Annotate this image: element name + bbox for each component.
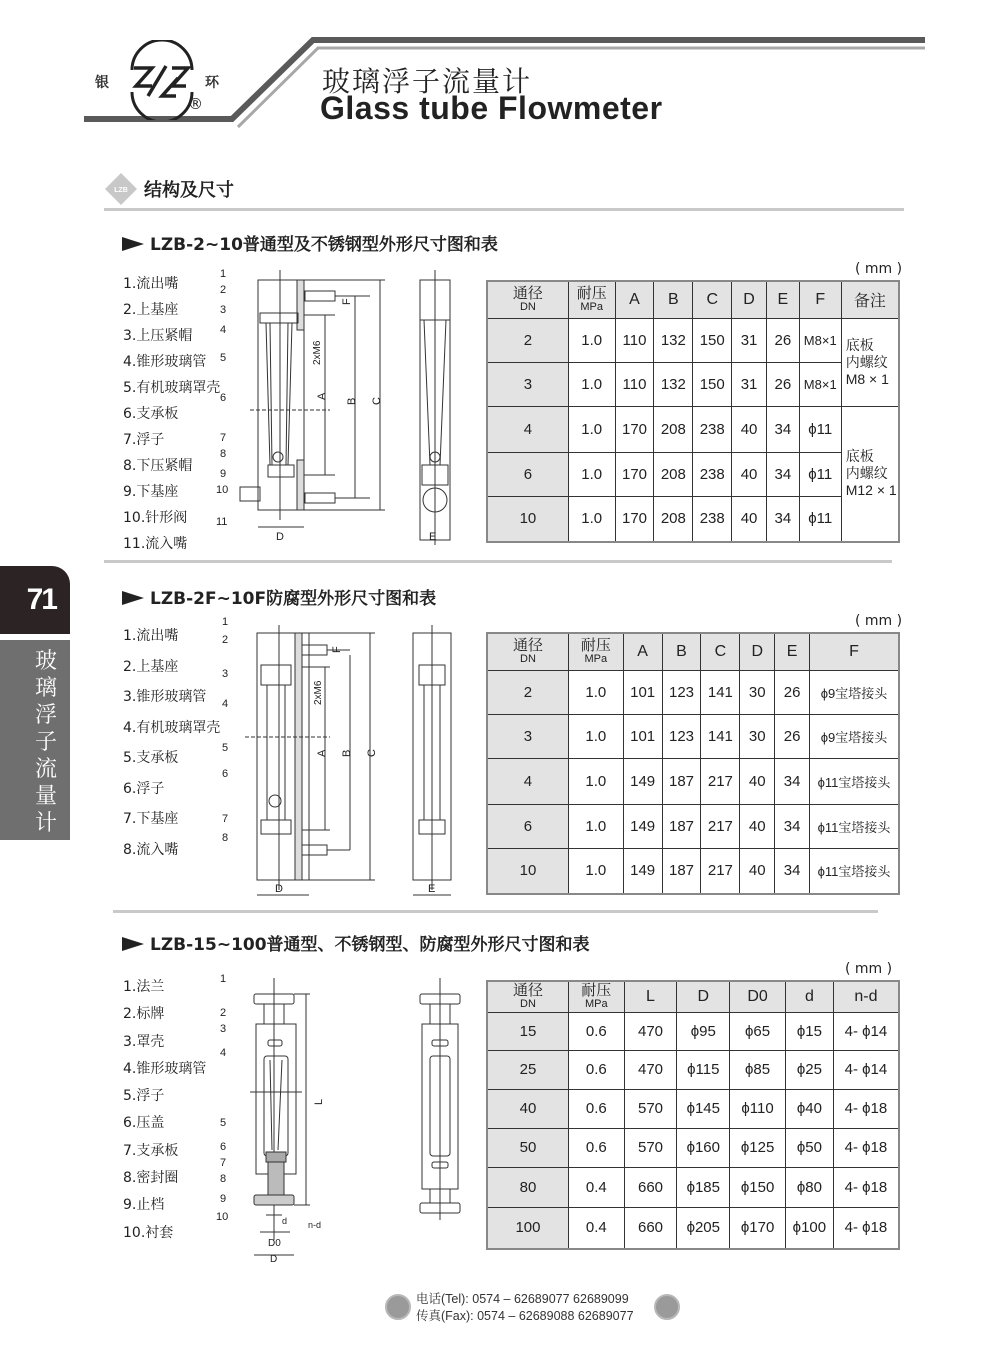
page-number-tab: 71 — [0, 566, 70, 634]
svg-text:1: 1 — [222, 616, 229, 628]
cell-e: 34 — [766, 452, 799, 496]
cell-n-d: 4- ϕ18 — [833, 1128, 899, 1167]
table-row — [487, 804, 899, 848]
svg-text:n-d: n-d — [308, 1220, 322, 1230]
svg-text:10: 10 — [216, 484, 229, 496]
cell-f: ϕ11宝塔接头 — [810, 804, 900, 848]
col-header: D — [740, 633, 775, 670]
footer-circle-left-icon — [385, 1294, 411, 1320]
cell-b: 123 — [662, 714, 701, 758]
cell-a: 170 — [615, 496, 654, 542]
cell-d: 30 — [740, 670, 775, 714]
cell-d: 40 — [732, 496, 767, 542]
cell-mpa: 1.0 — [568, 318, 615, 362]
table-row — [487, 318, 899, 362]
cell-e: 26 — [775, 670, 810, 714]
cell-dn: 6 — [487, 452, 568, 496]
legend-item: 5.浮子 — [123, 1088, 165, 1105]
svg-text:4: 4 — [220, 324, 227, 336]
cell-small-d: ϕ15 — [785, 1012, 833, 1050]
legend-item: 8.流入嘴 — [123, 841, 179, 858]
cell-mpa: 1.0 — [568, 406, 615, 452]
cell-c: 141 — [701, 714, 740, 758]
side-label-char: 浮 — [34, 703, 57, 728]
svg-text:5: 5 — [220, 1117, 227, 1129]
cell-mpa: 1.0 — [568, 758, 623, 804]
cell-small-d: ϕ80 — [785, 1167, 833, 1207]
cell-note: 底板 内螺纹 M12 × 1 — [841, 406, 899, 542]
legend-item: 4.锥形玻璃管 — [123, 1060, 207, 1077]
block1-spec-table — [486, 280, 900, 543]
table-header-row — [487, 981, 899, 1012]
table-row — [487, 848, 899, 894]
cell-f: ϕ11 — [799, 496, 841, 542]
legend-item: 1.法兰 — [123, 979, 165, 995]
cell-dn: 6 — [487, 804, 568, 848]
svg-text:F: F — [341, 298, 353, 305]
legend-item: 8.下压紧帽 — [123, 458, 193, 474]
col-header: F — [799, 281, 841, 318]
cell-dn: 40 — [487, 1089, 568, 1128]
cell-d0: ϕ125 — [730, 1128, 786, 1167]
side-category-label — [0, 640, 70, 840]
cell-mpa: 0.4 — [568, 1207, 624, 1249]
legend-item: 1.流出嘴 — [123, 276, 179, 292]
table-row — [487, 1128, 899, 1167]
svg-text:1: 1 — [220, 973, 227, 985]
cell-a: 149 — [623, 848, 662, 894]
table-row — [487, 758, 899, 804]
col-header: C — [693, 281, 732, 318]
block3-title-text: LZB-15~100普通型、不锈钢型、防腐型外形尺寸图和表 — [150, 935, 590, 955]
cell-mpa: 1.0 — [568, 804, 623, 848]
cell-small-d: ϕ25 — [785, 1050, 833, 1089]
col-header: B — [662, 633, 701, 670]
legend-item: 2.上基座 — [123, 658, 179, 675]
col-header: 通径 DN — [487, 281, 568, 318]
svg-text:3: 3 — [220, 1023, 227, 1035]
svg-text:2: 2 — [220, 1007, 227, 1019]
block3-diagram — [210, 970, 480, 1270]
col-header: E — [775, 633, 810, 670]
legend-item: 5.有机玻璃罩壳 — [123, 380, 221, 396]
cell-mpa: 1.0 — [568, 362, 615, 406]
col-header: D0 — [730, 981, 786, 1012]
cell-f: ϕ9宝塔接头 — [810, 670, 900, 714]
svg-text:F: F — [331, 646, 343, 653]
cell-dn: 3 — [487, 362, 568, 406]
section-title: 结构及尺寸 — [144, 180, 234, 201]
side-label-char: 子 — [34, 730, 57, 755]
cell-c: 238 — [693, 452, 732, 496]
cell-n-d: 4- ϕ18 — [833, 1207, 899, 1249]
cell-a: 149 — [623, 804, 662, 848]
svg-text:LZB: LZB — [114, 187, 128, 194]
page-title-cn: 玻璃浮子流量计 — [322, 65, 533, 98]
table-row — [487, 496, 899, 542]
col-header: E — [766, 281, 799, 318]
svg-text:9: 9 — [220, 1193, 227, 1205]
cell-f: ϕ11宝塔接头 — [810, 758, 900, 804]
cell-b: 187 — [662, 848, 701, 894]
cell-d: 31 — [732, 362, 767, 406]
cell-n-d: 4- ϕ18 — [833, 1167, 899, 1207]
registered-mark: ® — [188, 95, 203, 113]
col-header: 耐压 MPa — [568, 281, 615, 318]
cell-e: 34 — [775, 758, 810, 804]
cell-f: ϕ11 — [799, 452, 841, 496]
cell-n-d: 4- ϕ14 — [833, 1012, 899, 1050]
block3-legend — [123, 974, 206, 1247]
svg-text:10: 10 — [216, 1211, 229, 1223]
cell-d: 40 — [732, 406, 767, 452]
side-label-char: 玻 — [34, 649, 57, 674]
table-row — [487, 1207, 899, 1249]
legend-item: 11.流入嘴 — [123, 536, 188, 552]
side-label-char: 璃 — [34, 676, 57, 701]
legend-item: 10.衬套 — [123, 1224, 174, 1241]
cell-d: ϕ185 — [677, 1167, 730, 1207]
brand-char-left: 银 — [95, 75, 109, 91]
col-header: C — [701, 633, 740, 670]
cell-mpa: 0.6 — [568, 1012, 624, 1050]
svg-text:3: 3 — [220, 304, 227, 316]
col-header: d — [785, 981, 833, 1012]
cell-e: 34 — [775, 848, 810, 894]
cell-b: 132 — [654, 318, 693, 362]
cell-c: 141 — [701, 670, 740, 714]
cell-note: 底板 内螺纹 M8 × 1 — [841, 318, 899, 406]
cell-e: 34 — [766, 496, 799, 542]
cell-mpa: 1.0 — [568, 848, 623, 894]
legend-item: 6.压盖 — [123, 1115, 165, 1132]
block2-title-text: LZB-2F~10F防腐型外形尺寸图和表 — [150, 589, 437, 609]
svg-text:2xM6: 2xM6 — [313, 680, 324, 705]
legend-item: 3.上压紧帽 — [123, 328, 193, 344]
legend-item: 2.标牌 — [123, 1006, 165, 1023]
block3-title — [122, 930, 590, 955]
legend-item: 4.锥形玻璃管 — [123, 354, 207, 370]
table-row — [487, 714, 899, 758]
cell-d0: ϕ65 — [730, 1012, 786, 1050]
svg-text:4: 4 — [220, 1047, 227, 1059]
svg-text:4: 4 — [222, 698, 229, 710]
cell-dn: 2 — [487, 318, 568, 362]
table-row — [487, 406, 899, 452]
cell-d: 30 — [740, 714, 775, 758]
legend-item: 2.上基座 — [123, 302, 179, 318]
cell-d: ϕ95 — [677, 1012, 730, 1050]
block-divider — [104, 560, 892, 563]
cell-d0: ϕ150 — [730, 1167, 786, 1207]
block1-unit: ( mm ) — [855, 261, 903, 277]
col-header: 耐压 MPa — [568, 981, 624, 1012]
svg-text:8: 8 — [222, 832, 229, 844]
svg-text:9: 9 — [220, 468, 227, 480]
cell-mpa: 1.0 — [568, 496, 615, 542]
col-header: D — [732, 281, 767, 318]
svg-text:7: 7 — [220, 432, 227, 444]
cell-l: 660 — [624, 1167, 677, 1207]
page-title-en: Glass tube Flowmeter — [320, 90, 663, 126]
cell-d: 31 — [732, 318, 767, 362]
legend-item: 3.锥形玻璃管 — [123, 689, 207, 705]
footer-tel: 电话(Tel): 0574 – 62689077 62689099 — [416, 1292, 629, 1306]
col-header: n-d — [833, 981, 899, 1012]
cell-dn: 10 — [487, 496, 568, 542]
svg-text:5: 5 — [222, 742, 229, 754]
cell-d0: ϕ170 — [730, 1207, 786, 1249]
cell-dn: 2 — [487, 670, 568, 714]
table-row — [487, 1050, 899, 1089]
legend-item: 1.流出嘴 — [123, 628, 179, 644]
cell-f: ϕ9宝塔接头 — [810, 714, 900, 758]
cell-a: 170 — [615, 406, 654, 452]
cell-b: 187 — [662, 804, 701, 848]
block2-diagram — [215, 615, 480, 900]
cell-mpa: 0.6 — [568, 1050, 624, 1089]
cell-d: 40 — [740, 758, 775, 804]
table-row — [487, 1167, 899, 1207]
legend-item: 6.支承板 — [123, 406, 179, 422]
table-header-row — [487, 633, 899, 670]
svg-text:5: 5 — [220, 352, 227, 364]
cell-e: 26 — [775, 714, 810, 758]
svg-text:6: 6 — [220, 392, 227, 404]
cell-f: M8×1 — [799, 318, 841, 362]
cell-f: ϕ11宝塔接头 — [810, 848, 900, 894]
cell-c: 217 — [701, 848, 740, 894]
svg-text:1: 1 — [220, 268, 227, 280]
legend-item: 7.支承板 — [123, 1142, 179, 1159]
col-header: 耐压 MPa — [568, 633, 623, 670]
svg-text:7: 7 — [222, 813, 229, 825]
cell-d: 40 — [740, 848, 775, 894]
cell-dn: 25 — [487, 1050, 568, 1089]
cell-small-d: ϕ100 — [785, 1207, 833, 1249]
cell-mpa: 0.6 — [568, 1128, 624, 1167]
svg-text:C: C — [366, 749, 378, 757]
svg-text:D: D — [276, 531, 284, 543]
cell-a: 101 — [623, 714, 662, 758]
svg-text:A: A — [316, 749, 328, 757]
cell-dn: 4 — [487, 406, 568, 452]
col-header: 备注 — [841, 281, 899, 318]
cell-d: ϕ115 — [677, 1050, 730, 1089]
svg-text:2xM6: 2xM6 — [312, 340, 323, 365]
cell-a: 101 — [623, 670, 662, 714]
block2-spec-table — [486, 632, 900, 895]
svg-text:d: d — [282, 1216, 288, 1226]
cell-f: ϕ11 — [799, 406, 841, 452]
block2-unit: ( mm ) — [855, 613, 903, 629]
svg-text:6: 6 — [222, 768, 229, 780]
cell-dn: 4 — [487, 758, 568, 804]
cell-mpa: 0.4 — [568, 1167, 624, 1207]
table-row — [487, 452, 899, 496]
cell-d: 40 — [732, 452, 767, 496]
svg-text:A: A — [316, 392, 328, 400]
cell-d0: ϕ85 — [730, 1050, 786, 1089]
cell-mpa: 1.0 — [568, 714, 623, 758]
legend-item: 8.密封圈 — [123, 1170, 179, 1187]
triangle-arrow-icon — [122, 237, 144, 251]
triangle-arrow-icon — [122, 937, 144, 951]
legend-item: 3.罩壳 — [123, 1033, 165, 1050]
legend-item: 10.针形阀 — [123, 510, 188, 526]
block1-diagram — [210, 265, 480, 550]
block2-title — [122, 584, 436, 609]
col-header: D — [677, 981, 730, 1012]
cell-e: 34 — [766, 406, 799, 452]
cell-l: 470 — [624, 1050, 677, 1089]
svg-text:6: 6 — [220, 1141, 227, 1153]
cell-b: 208 — [654, 452, 693, 496]
cell-a: 110 — [615, 362, 654, 406]
footer-fax: 传真(Fax): 0574 – 62689088 62689077 — [416, 1309, 634, 1323]
legend-item: 7.浮子 — [123, 432, 165, 448]
cell-c: 150 — [693, 362, 732, 406]
side-label-char: 量 — [34, 784, 57, 809]
cell-a: 149 — [623, 758, 662, 804]
svg-text:D: D — [275, 883, 283, 895]
block1-title-text: LZB-2~10普通型及不锈钢型外形尺寸图和表 — [150, 235, 498, 255]
col-header: 通径 DN — [487, 633, 568, 670]
cell-e: 34 — [775, 804, 810, 848]
cell-f: M8×1 — [799, 362, 841, 406]
cell-l: 470 — [624, 1012, 677, 1050]
section-badge-icon — [104, 172, 138, 206]
block3-unit: ( mm ) — [845, 961, 893, 977]
svg-text:8: 8 — [220, 1173, 227, 1185]
brand-char-right: 环 — [205, 75, 219, 91]
svg-text:E: E — [429, 531, 437, 543]
table-row — [487, 1089, 899, 1128]
cell-n-d: 4- ϕ18 — [833, 1089, 899, 1128]
svg-text:B: B — [346, 397, 358, 405]
cell-a: 170 — [615, 452, 654, 496]
cell-dn: 100 — [487, 1207, 568, 1249]
table-header-row — [487, 281, 899, 318]
svg-text:L: L — [313, 1098, 325, 1105]
svg-text:11: 11 — [216, 516, 228, 528]
cell-d: ϕ160 — [677, 1128, 730, 1167]
cell-mpa: 1.0 — [568, 670, 623, 714]
cell-b: 208 — [654, 406, 693, 452]
cell-n-d: 4- ϕ14 — [833, 1050, 899, 1089]
cell-c: 150 — [693, 318, 732, 362]
cell-dn: 50 — [487, 1128, 568, 1167]
svg-text:2: 2 — [222, 634, 229, 646]
block2-legend — [123, 621, 220, 865]
legend-item: 6.浮子 — [123, 780, 165, 797]
col-header: A — [623, 633, 662, 670]
section-divider — [104, 208, 904, 211]
side-label-char: 流 — [34, 757, 57, 782]
col-header: 通径 DN — [487, 981, 568, 1012]
col-header: A — [615, 281, 654, 318]
svg-text:D: D — [270, 1254, 278, 1265]
cell-dn: 10 — [487, 848, 568, 894]
legend-item: 5.支承板 — [123, 750, 179, 766]
side-label-char: 计 — [34, 811, 57, 836]
col-header: F — [810, 633, 900, 670]
block1-title — [122, 230, 498, 255]
cell-a: 110 — [615, 318, 654, 362]
cell-b: 208 — [654, 496, 693, 542]
cell-c: 217 — [701, 758, 740, 804]
cell-d: 40 — [740, 804, 775, 848]
cell-c: 217 — [701, 804, 740, 848]
cell-small-d: ϕ50 — [785, 1128, 833, 1167]
block-divider — [113, 910, 878, 913]
cell-dn: 3 — [487, 714, 568, 758]
legend-item: 9.止档 — [123, 1197, 165, 1214]
svg-text:C: C — [371, 397, 383, 405]
cell-dn: 15 — [487, 1012, 568, 1050]
block3-spec-table — [486, 980, 900, 1250]
svg-text:E: E — [428, 883, 436, 895]
svg-text:7: 7 — [220, 1157, 227, 1169]
cell-mpa: 0.6 — [568, 1089, 624, 1128]
cell-e: 26 — [766, 318, 799, 362]
svg-text:D0: D0 — [268, 1238, 281, 1249]
legend-item: 9.下基座 — [123, 484, 179, 500]
cell-mpa: 1.0 — [568, 452, 615, 496]
footer-contact — [416, 1291, 634, 1325]
cell-b: 123 — [662, 670, 701, 714]
svg-text:3: 3 — [222, 668, 229, 680]
cell-l: 660 — [624, 1207, 677, 1249]
triangle-arrow-icon — [122, 591, 144, 605]
svg-text:2: 2 — [220, 284, 227, 296]
table-row — [487, 362, 899, 406]
cell-c: 238 — [693, 496, 732, 542]
cell-c: 238 — [693, 406, 732, 452]
cell-b: 187 — [662, 758, 701, 804]
col-header: B — [654, 281, 693, 318]
cell-l: 570 — [624, 1089, 677, 1128]
table-row — [487, 1012, 899, 1050]
legend-item: 7.下基座 — [123, 811, 179, 827]
cell-d0: ϕ110 — [730, 1089, 786, 1128]
cell-e: 26 — [766, 362, 799, 406]
block1-legend — [123, 271, 220, 557]
footer-circle-right-icon — [654, 1294, 680, 1320]
cell-dn: 80 — [487, 1167, 568, 1207]
table-row — [487, 670, 899, 714]
cell-small-d: ϕ40 — [785, 1089, 833, 1128]
cell-d: ϕ145 — [677, 1089, 730, 1128]
svg-text:8: 8 — [220, 448, 227, 460]
col-header: L — [624, 981, 677, 1012]
cell-d: ϕ205 — [677, 1207, 730, 1249]
cell-l: 570 — [624, 1128, 677, 1167]
svg-text:B: B — [341, 749, 353, 757]
legend-item: 4.有机玻璃罩壳 — [123, 719, 221, 736]
cell-b: 132 — [654, 362, 693, 406]
